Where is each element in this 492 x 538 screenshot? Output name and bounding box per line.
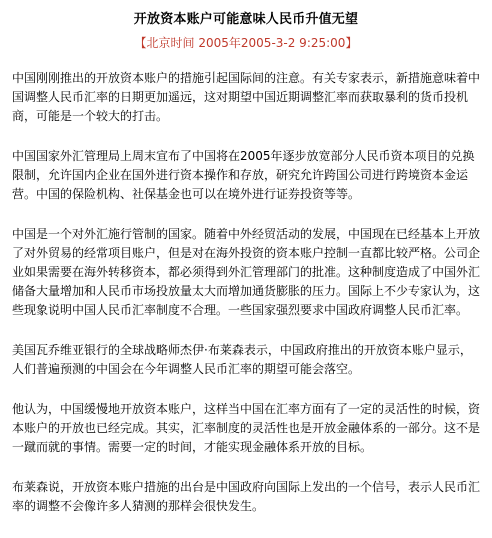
article-paragraph-5: 他认为，中国缓慢地开放资本账户，这样当中国在汇率方面有了一定的灵活性的时候，资本账户的开放也已经完成。其实，汇率制度的灵活性也是开放金融体系的一部分。这不是一蹴而就的事情。需要一定的时间，才能实现金融体系开放的目标。: [12, 402, 481, 454]
article-paragraph-3: 中国是一个对外汇施行管制的国家。随着中外经贸活动的发展，中国现在已经基本上开放了对外贸易的经常项目账户，但是对在海外投资的资本账户控制一直都比较严格。公司企业如果需要在海外转移资本，都必须得到外汇管理部门的批准。这种制度造成了中国外汇储备大量增加和人民币市场投放量太大而增加通货膨胀的压力。国际上不少专家认为，这些现象说明中国人民币汇率制度不合理。一些国家强烈要求中国政府调整人民币汇率。: [12, 227, 481, 317]
article-paragraph-4: 美国瓦乔维亚银行的全球战略师杰伊·布莱森表示，中国政府推出的开放资本账户显示，人们普遍预测的中国会在今年调整人民币汇率的期望可能会落空。: [12, 343, 472, 376]
article-meta-timestamp: 【北京时间 2005年2005-3-2 9:25:00】: [134, 36, 358, 50]
article-paragraph-6: 布莱森说，开放资本账户措施的出台是中国政府向国际上发出的一个信号，表示人民币汇率的调整不会像许多人猜测的那样会很快发生。: [12, 480, 481, 513]
article-body: [0, 69, 492, 516]
article-paragraph-2: 中国国家外汇管理局上周末宣布了中国将在2005年逐步放宽部分人民币资本项目的兑换限制，允许国内企业在国外进行资本操作和存放，研究允许跨国公司进行跨境资本金运营。中国的保险机构、社保基金也可以在境外进行证券投资等等。: [12, 149, 475, 201]
article-paragraph-1: 中国刚刚推出的开放资本账户的措施引起国际间的注意。有关专家表示，新措施意味着中国调整人民币汇率的日期更加遥远，这对期望中国近期调整汇率而获取暴利的货币投机商，可能是一个较大的打击。: [12, 71, 481, 123]
article-title: 开放资本账户可能意味人民币升值无望: [133, 12, 359, 27]
